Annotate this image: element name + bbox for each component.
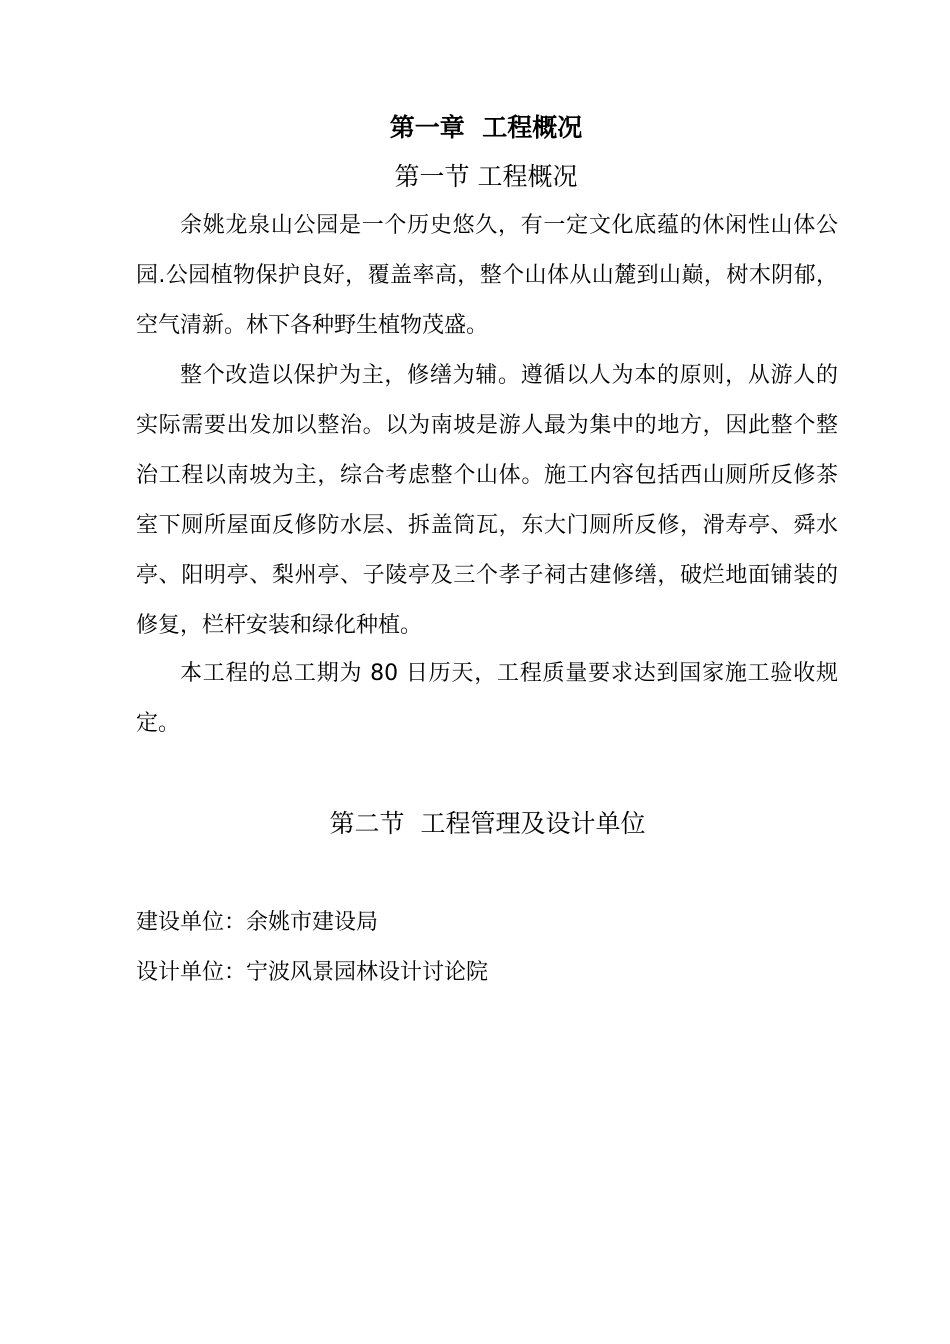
- paragraph-3: 本工程的总工期为 80 日历天，工程质量要求达到国家施工验收规定。: [136, 661, 838, 736]
- section-title-1: 第一节 工程概况: [394, 162, 578, 191]
- design-unit-line: 设计单位：宁波风景园林设计讨论院: [136, 960, 489, 985]
- paragraph-2: 整个改造以保护为主，修缮为辅。遵循以人为本的原则，从游人的实际需要出发加以整治。以为南坡是游人最为集中的地方，因此整个整治工程以南坡为主，综合考虑整个山体。施工内容包括西山厕所反修茶室下厕所屋面反修防水层、拆盖筒瓦，东大门厕所反修，滑寿亭、舜水亭、阳明亭、梨州亭、子陵亭及三个孝子祠古建修缮，破烂地面铺装的修复，栏杆安装和绿化种植。: [136, 363, 838, 638]
- paragraph-1: 余姚龙泉山公园是一个历史悠久，有一定文化底蕴的休闲性山体公园.公园植物保护良好，覆盖率高，整个山体从山麓到山巅，树木阴郁，空气清新。林下各种野生植物茂盛。: [136, 213, 838, 338]
- section-title-2: 第二节 工程管理及设计单位: [329, 809, 646, 838]
- chapter-title: 第一章 工程概况: [389, 113, 583, 142]
- construction-unit-line: 建设单位：余姚市建设局: [136, 910, 379, 935]
